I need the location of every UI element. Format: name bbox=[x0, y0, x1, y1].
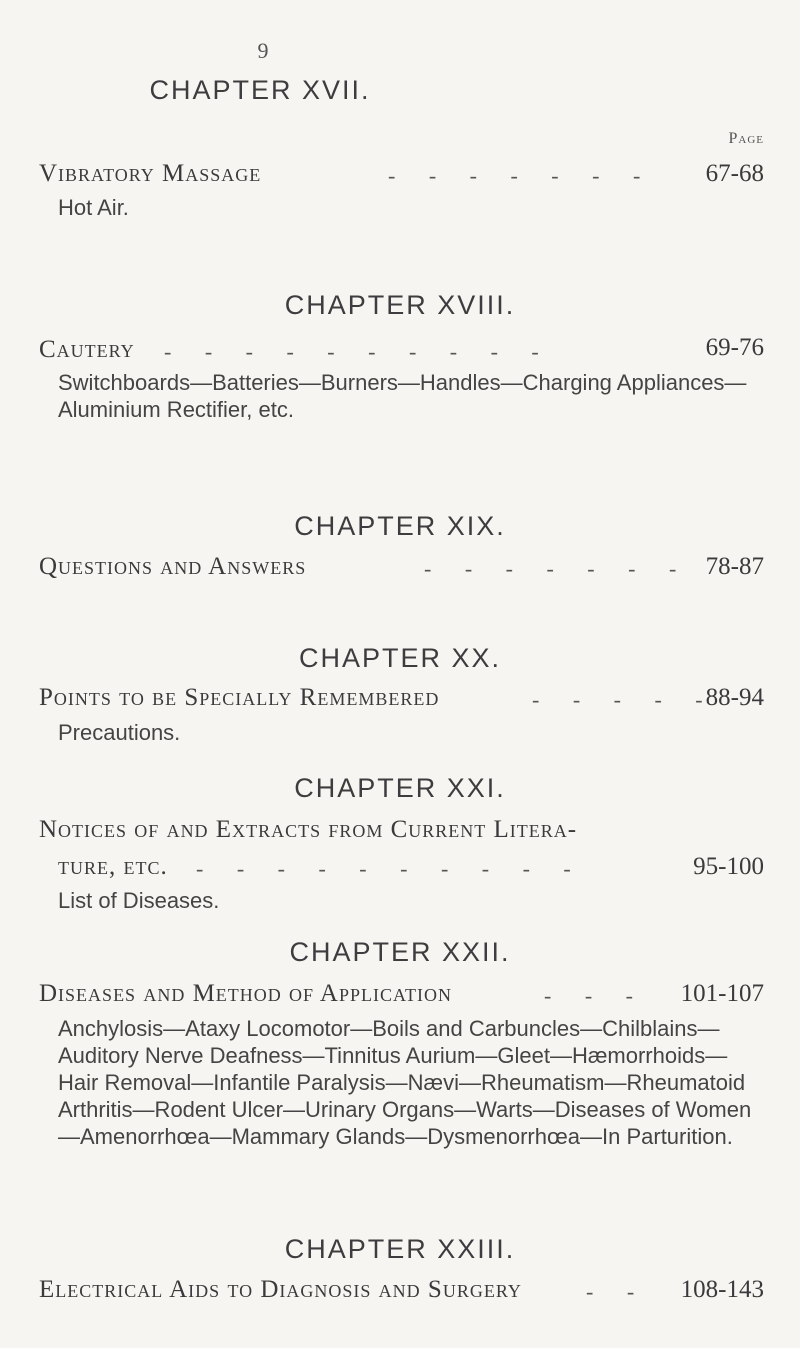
page-range: 67-68 bbox=[705, 160, 764, 187]
toc-entry-title: Vibratory Massage bbox=[39, 160, 262, 187]
chapter-heading: CHAPTER XIX. bbox=[294, 511, 506, 541]
toc-entry-title: Questions and Answers bbox=[39, 553, 307, 580]
chapter-heading: CHAPTER XXIII. bbox=[284, 1234, 516, 1264]
page-range: 95-100 bbox=[693, 853, 764, 880]
leader-dots: - - - bbox=[544, 983, 647, 1008]
chapter-heading: CHAPTER XVII. bbox=[149, 75, 371, 105]
chapter-subtopics: Precautions. bbox=[58, 720, 181, 745]
leader-dots: - - bbox=[586, 1279, 649, 1304]
toc-entry-title: Points to be Specially Remembered bbox=[39, 684, 440, 711]
leader-dots: - - - - - bbox=[532, 687, 717, 712]
page-range: 101-107 bbox=[680, 980, 764, 1007]
page-range: 108-143 bbox=[680, 1276, 764, 1303]
toc-entry-title: Diseases and Method of Application bbox=[39, 980, 452, 1007]
chapter-subtopics: List of Diseases. bbox=[58, 888, 220, 913]
chapter-heading: CHAPTER XX. bbox=[298, 643, 502, 673]
page-number: 9 bbox=[257, 38, 269, 63]
page-range: 78-87 bbox=[705, 553, 764, 580]
toc-entry-title: Notices of and Extracts from Current Litera- bbox=[39, 816, 578, 843]
toc-entry-title: Cautery bbox=[39, 336, 135, 363]
leader-dots: - - - - - - - - - - bbox=[164, 339, 553, 364]
leader-dots: - - - - - - - bbox=[424, 556, 691, 581]
chapter-heading: CHAPTER XXII. bbox=[289, 937, 511, 967]
chapter-subtopics: Hot Air. bbox=[58, 195, 129, 220]
leader-dots: - - - - - - - bbox=[388, 163, 655, 188]
toc-entry-title-continued: ture, etc. bbox=[58, 853, 168, 880]
chapter-heading: CHAPTER XXI. bbox=[294, 773, 506, 803]
chapter-subtopics: Anchylosis—Ataxy Locomotor—Boils and Carbuncles—Chilblains—Auditory Nerve Deafness—Tinnitus Aurium—Gleet—Hæmorrhoids—Hair Removal—Infantile Paralysis—Nævi—Rheumatism—Rheumatoid Arthritis—Rodent Ulcer—Urinary Organs—Warts—Diseases of Women—Amenorrhœa—Mammary Glands—Dysmenorrhœa—In Parturition. bbox=[58, 1016, 752, 1149]
leader-dots: - - - - - - - - - - bbox=[196, 856, 585, 881]
page-column-heading: Page bbox=[728, 130, 764, 147]
chapter-heading: CHAPTER XVIII. bbox=[284, 290, 516, 320]
chapter-subtopics: Switchboards—Batteries—Burners—Handles—Charging Appliances—Aluminium Rectifier, etc. bbox=[58, 370, 747, 422]
page-range: 69-76 bbox=[705, 334, 764, 361]
toc-entry-title: Electrical Aids to Diagnosis and Surgery bbox=[39, 1276, 522, 1303]
page-range: 88-94 bbox=[705, 684, 764, 711]
